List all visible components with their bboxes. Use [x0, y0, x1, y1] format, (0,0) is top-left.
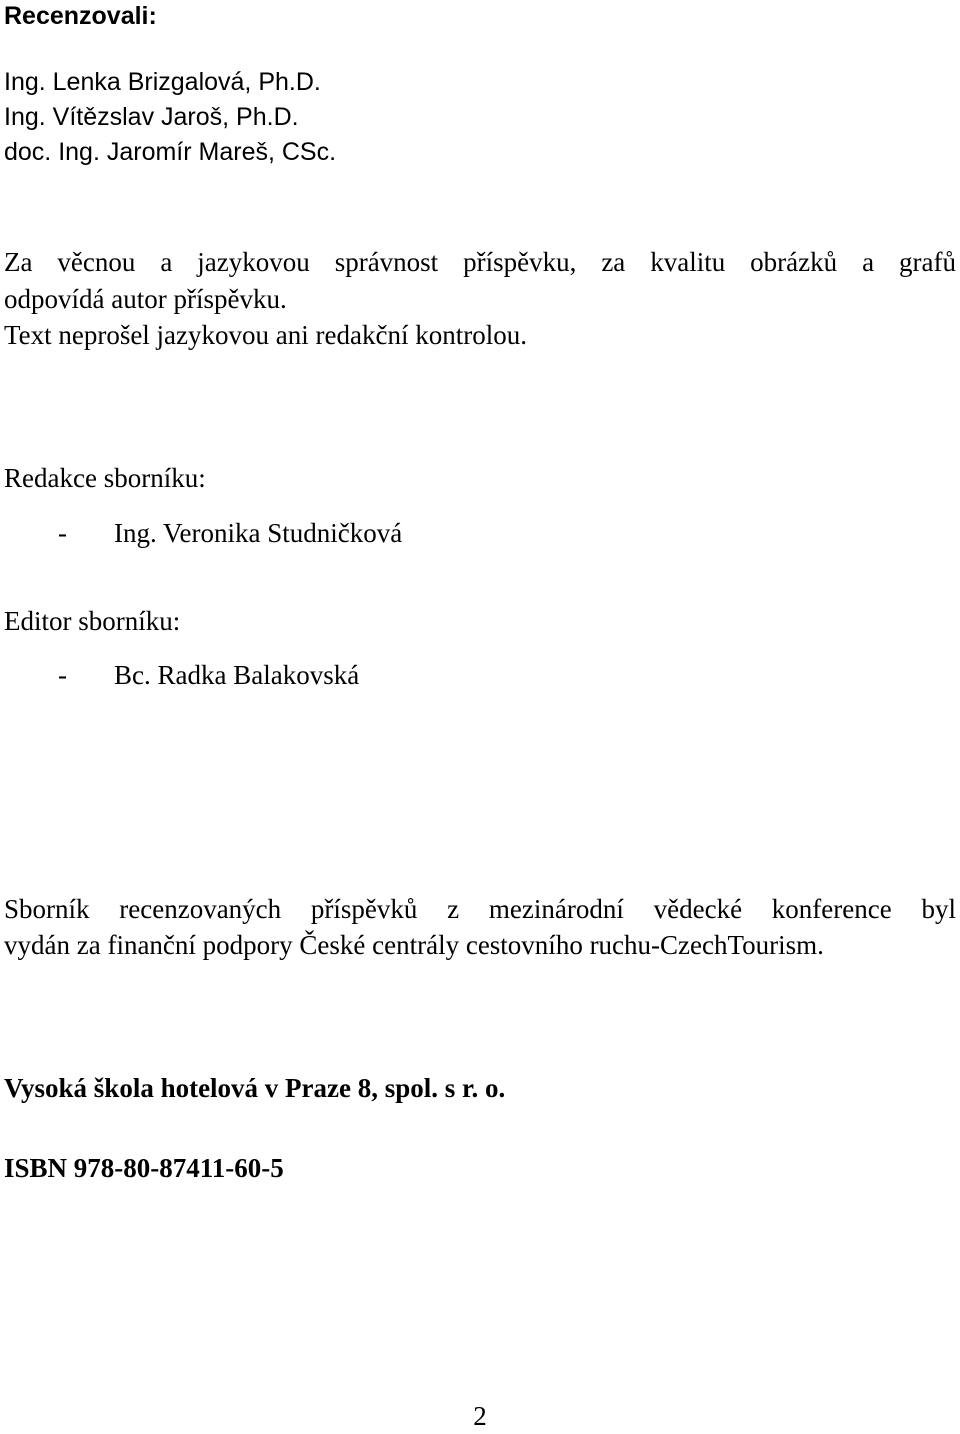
editor-member-name: Bc. Radka Balakovská [114, 660, 360, 690]
funding-line: vydán za finanční podpory České centrály cestovního ruchu-CzechTourism. [4, 930, 824, 960]
isbn: ISBN 978-80-87411-60-5 [4, 1153, 284, 1183]
reviewer-name: doc. Ing. Jaromír Mareš, CSc. [4, 138, 337, 166]
reviewers-heading: Recenzovali: [4, 2, 157, 30]
disclaimer-line: odpovídá autor příspěvku. [4, 284, 287, 314]
editorial-heading: Redakce sborníku: [4, 463, 206, 493]
page-number: 2 [473, 1401, 487, 1431]
editor-member [58, 659, 359, 691]
editor-heading: Editor sborníku: [4, 606, 181, 636]
funding-line: Sborník recenzovaných příspěvků z mezinárodní vědecké konference byl [4, 894, 956, 924]
list-bullet: - [58, 518, 67, 548]
list-bullet: - [58, 660, 67, 690]
disclaimer-line: Text neprošel jazykovou ani redakční kontrolou. [4, 320, 527, 350]
editorial-member [58, 517, 402, 549]
editorial-member-name: Ing. Veronika Studničková [114, 518, 403, 548]
reviewer-name: Ing. Vítězslav Jaroš, Ph.D. [4, 103, 299, 131]
disclaimer-line: Za věcnou a jazykovou správnost příspěvku, za kvalitu obrázků a grafů [4, 247, 956, 277]
publisher: Vysoká škola hotelová v Praze 8, spol. s r. o. [4, 1073, 506, 1103]
reviewer-name: Ing. Lenka Brizgalová, Ph.D. [4, 68, 321, 96]
